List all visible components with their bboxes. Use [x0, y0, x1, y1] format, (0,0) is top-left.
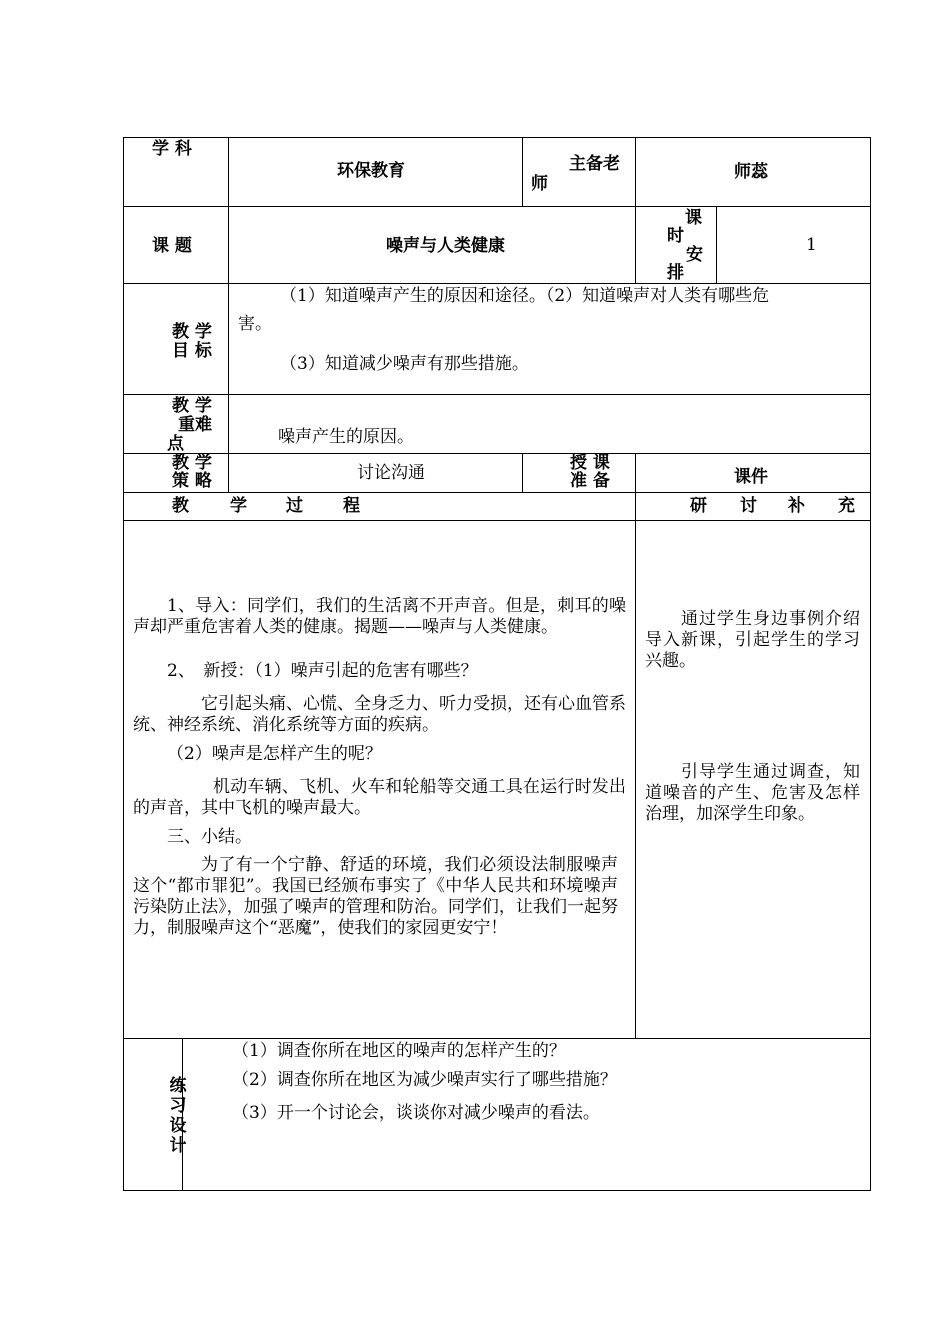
difficulty-label: 教 学: [172, 396, 212, 416]
process-header-char: 过: [286, 496, 303, 516]
lead-teacher-label: 主备老: [569, 154, 620, 174]
exercise-item-1: （1）调查你所在地区的噪声的怎样产生的？: [232, 1041, 566, 1061]
strategy-label: 教 学: [172, 453, 212, 473]
difficulty-label-cont: 重难: [178, 415, 212, 435]
goals-label: 教 学: [172, 322, 212, 342]
process-intro: 1、导入：同学们，我们的生活离不开声音。但是，刺耳的噪声却严重危害着人类的健康。揭题——噪声与人类健康。: [133, 596, 626, 637]
class-hours-label-4: 排: [667, 263, 684, 283]
lead-teacher-value: 师蕊: [734, 162, 768, 182]
prep-value: 课件: [734, 467, 768, 487]
subject-value: 环保教育: [337, 161, 405, 181]
exercise-item-3: （3）开一个讨论会，谈谈你对减少噪声的看法。: [232, 1103, 600, 1123]
supplement-header-char: 补: [788, 496, 805, 516]
supplement-note-2: 引导学生通过调查，知道噪音的产生、危害及怎样治理，加深学生印象。: [645, 762, 860, 824]
difficulty-label-end: 点: [167, 434, 184, 454]
process-harms: 它引起头痛、心慌、全身乏力、听力受损，还有心血管系统、神经系统、消化系统等方面的疾病。: [133, 694, 626, 735]
topic-label: 课 题: [152, 236, 192, 256]
exercise-label: 练习设计: [169, 1076, 187, 1156]
process-new-lesson: 2、 新授：（1）噪声引起的危害有哪些？: [167, 661, 478, 681]
difficulty-value: 噪声产生的原因。: [278, 427, 414, 447]
goals-line-3: （3）知道减少噪声有那些措施。: [280, 354, 529, 374]
process-header-char: 学: [230, 496, 247, 516]
process-summary-heading: 三、小结。: [167, 827, 252, 847]
process-header-char: 教: [172, 496, 189, 516]
goals-label-cont: 目 标: [172, 341, 212, 361]
class-hours-label-2: 时: [667, 226, 684, 246]
supplement-note-1: 通过学生身边事例介绍导入新课，引起学生的学习兴趣。: [645, 609, 860, 671]
class-hours-value: 1: [806, 235, 817, 255]
lead-teacher-label-cont: 师: [531, 174, 548, 194]
strategy-value: 讨论沟通: [357, 463, 425, 483]
process-question-2: （2）噪声是怎样产生的呢？: [167, 744, 382, 764]
topic-value: 噪声与人类健康: [386, 236, 505, 256]
class-hours-label-1: 课: [685, 208, 702, 228]
strategy-label-cont: 策 略: [172, 471, 212, 491]
process-causes: 机动车辆、飞机、火车和轮船等交通工具在运行时发出的声音，其中飞机的噪声最大。: [133, 777, 626, 818]
prep-label: 授 课: [570, 453, 610, 473]
process-summary: 为了有一个宁静、舒适的环境，我们必须设法制服噪声这个“都市罪犯”。我国已经颁布事实了《中华人民共和环境噪声污染防止法》，加强了噪声的管理和防治。同学们，让我们一起努力，制服噪声这个“恶魔”，使我们的家园更安宁！: [133, 855, 618, 938]
class-hours-label-3: 安: [686, 245, 703, 265]
exercise-item-2: （2）调查你所在地区为减少噪声实行了哪些措施？: [232, 1070, 617, 1090]
supplement-header-char: 研: [690, 496, 707, 516]
prep-label-cont: 准 备: [570, 471, 610, 491]
goals-line-2: 害。: [238, 314, 272, 334]
supplement-header-char: 充: [838, 496, 855, 516]
supplement-header-char: 讨: [740, 496, 757, 516]
goals-line-1: （1）知道噪声产生的原因和途径。（2）知道噪声对人类有哪些危: [280, 286, 770, 306]
subject-label: 学 科: [152, 139, 192, 159]
process-header-char: 程: [343, 496, 360, 516]
